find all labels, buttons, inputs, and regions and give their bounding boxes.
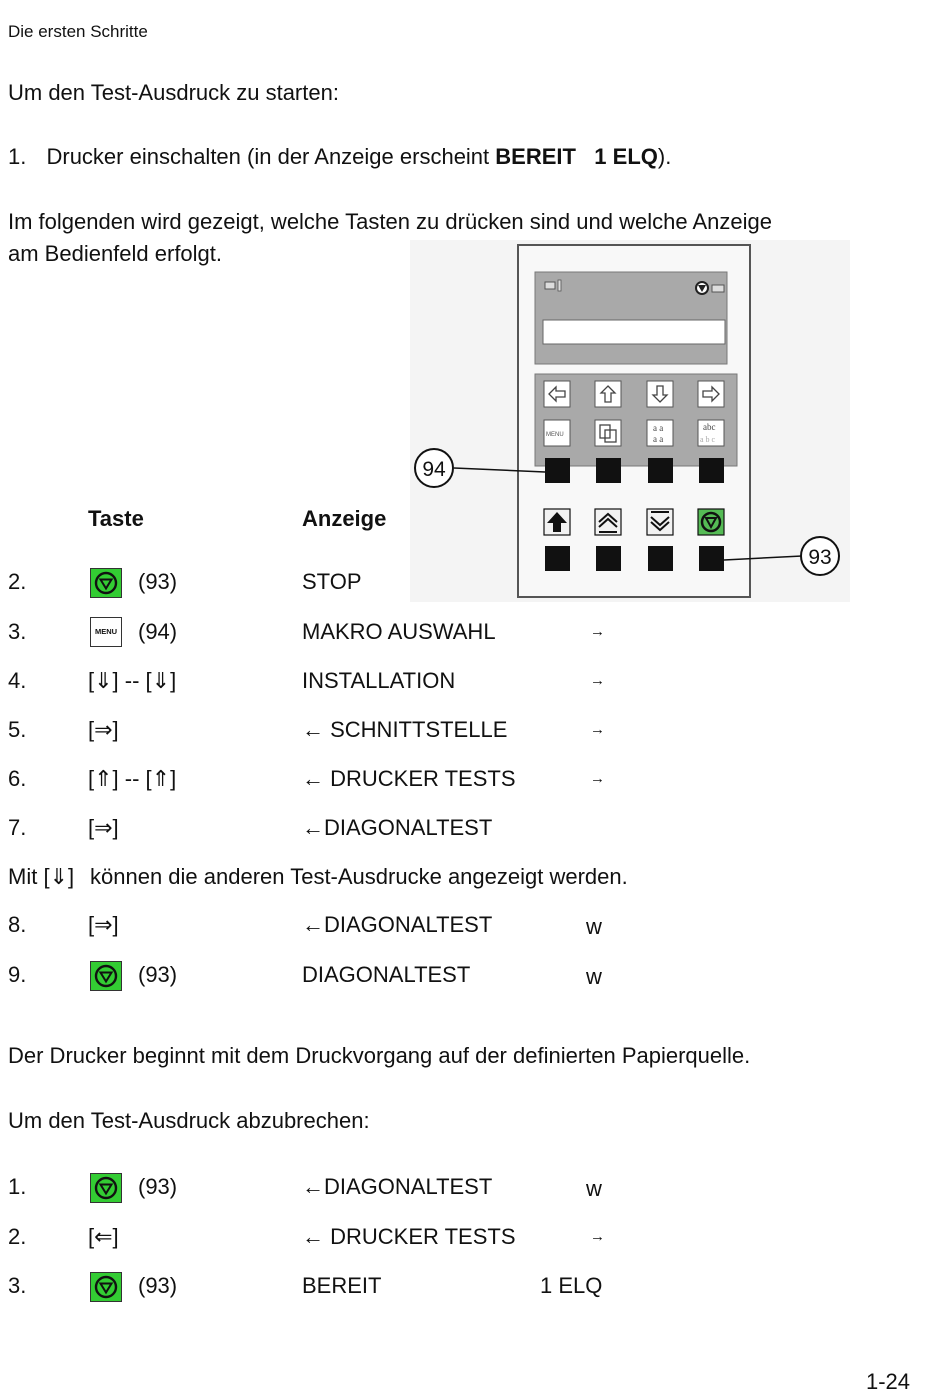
display-text: STOP: [302, 569, 362, 594]
svg-text:93: 93: [808, 546, 832, 569]
intro-cancel: Um den Test-Ausdruck abzubrechen:: [8, 1108, 370, 1133]
display-text: MAKRO AUSWAHL: [302, 619, 496, 644]
step-number: 2.: [8, 1224, 27, 1249]
column-header-taste: Taste: [88, 506, 144, 531]
step-number: 6.: [8, 766, 27, 791]
key-reference: (93): [138, 962, 178, 987]
intro-start: Um den Test-Ausdruck zu starten:: [8, 80, 339, 105]
stop-key-icon: [90, 568, 122, 603]
key-reference: (93): [138, 569, 178, 594]
intro-keys-line-2: am Bedienfeld erfolgt.: [8, 241, 223, 266]
step-number: 3.: [8, 1273, 27, 1298]
display-text: ←DIAGONALTEST: [302, 815, 493, 840]
display-suffix: w: [586, 964, 602, 989]
display-arrow: →: [590, 672, 605, 689]
display-suffix: w: [586, 914, 602, 939]
svg-text:abc: abc: [703, 422, 716, 432]
key-reference: [⇑] -- [⇑]: [88, 766, 177, 791]
key-reference: (94): [138, 619, 178, 644]
mit-line-key: Mit [⇓]: [8, 864, 75, 889]
display-text: BEREIT: [302, 1273, 382, 1298]
stop-key-icon: [90, 1173, 122, 1208]
step-number: 9.: [8, 962, 27, 987]
display-arrow: →: [590, 1228, 605, 1245]
display-arrow: →: [590, 770, 605, 787]
step-number: 8.: [8, 912, 27, 937]
key-reference: [⇒]: [88, 815, 119, 840]
step-1-text: Drucker einschalten (in der Anzeige erscheint: [46, 144, 496, 169]
display-text: ← SCHNITTSTELLE: [302, 717, 508, 742]
step-number: 5.: [8, 717, 27, 742]
step-1-display: BEREIT 1 ELQ: [495, 144, 658, 169]
display-text: INSTALLATION: [302, 668, 456, 693]
display-suffix: 1 ELQ: [540, 1273, 603, 1298]
display-text: DIAGONALTEST: [302, 962, 471, 987]
svg-text:MENU: MENU: [546, 432, 564, 438]
step-number: 3.: [8, 619, 27, 644]
display-text: ←DIAGONALTEST: [302, 1174, 493, 1199]
control-panel-illustration: [410, 240, 850, 602]
display-text: ← DRUCKER TESTS: [302, 766, 516, 791]
column-header-anzeige: Anzeige: [302, 506, 387, 531]
page-number: 1-24: [866, 1369, 911, 1394]
display-text: ← DRUCKER TESTS: [302, 1224, 516, 1249]
key-reference: (93): [138, 1273, 178, 1298]
key-reference: [⇒]: [88, 912, 119, 937]
key-reference: [⇐]: [88, 1224, 119, 1249]
key-reference: [⇒]: [88, 717, 119, 742]
step-number: 2.: [8, 569, 27, 594]
svg-text:a a: a a: [653, 434, 664, 444]
running-header: Die ersten Schritte: [8, 22, 148, 41]
step-1: [8, 144, 671, 170]
intro-keys-line-1: Im folgenden wird gezeigt, welche Tasten zu drücken sind und welche Anzeige: [8, 209, 772, 234]
stop-key-icon: [90, 1272, 122, 1307]
step-number: 1.: [8, 1174, 27, 1199]
key-reference: (93): [138, 1174, 178, 1199]
step-1-number: 1.: [8, 144, 27, 169]
display-suffix: w: [586, 1176, 602, 1201]
mit-line-text: können die anderen Test-Ausdrucke angezeigt werden.: [90, 864, 628, 889]
printer-starts-text: Der Drucker beginnt mit dem Druckvorgang auf der definierten Papierquelle.: [8, 1043, 751, 1068]
step-number: 7.: [8, 815, 27, 840]
display-arrow: →: [590, 721, 605, 738]
stop-key-icon: [90, 961, 122, 996]
svg-text:a b c: a b c: [700, 435, 716, 444]
svg-text:a a: a a: [653, 423, 664, 433]
menu-key-icon: MENU: [90, 617, 122, 647]
step-1-text-end: ).: [657, 144, 672, 169]
display-arrow: →: [590, 623, 605, 640]
step-number: 4.: [8, 668, 27, 693]
display-text: ←DIAGONALTEST: [302, 912, 493, 937]
svg-text:94: 94: [422, 458, 446, 481]
key-reference: [⇓] -- [⇓]: [88, 668, 177, 693]
